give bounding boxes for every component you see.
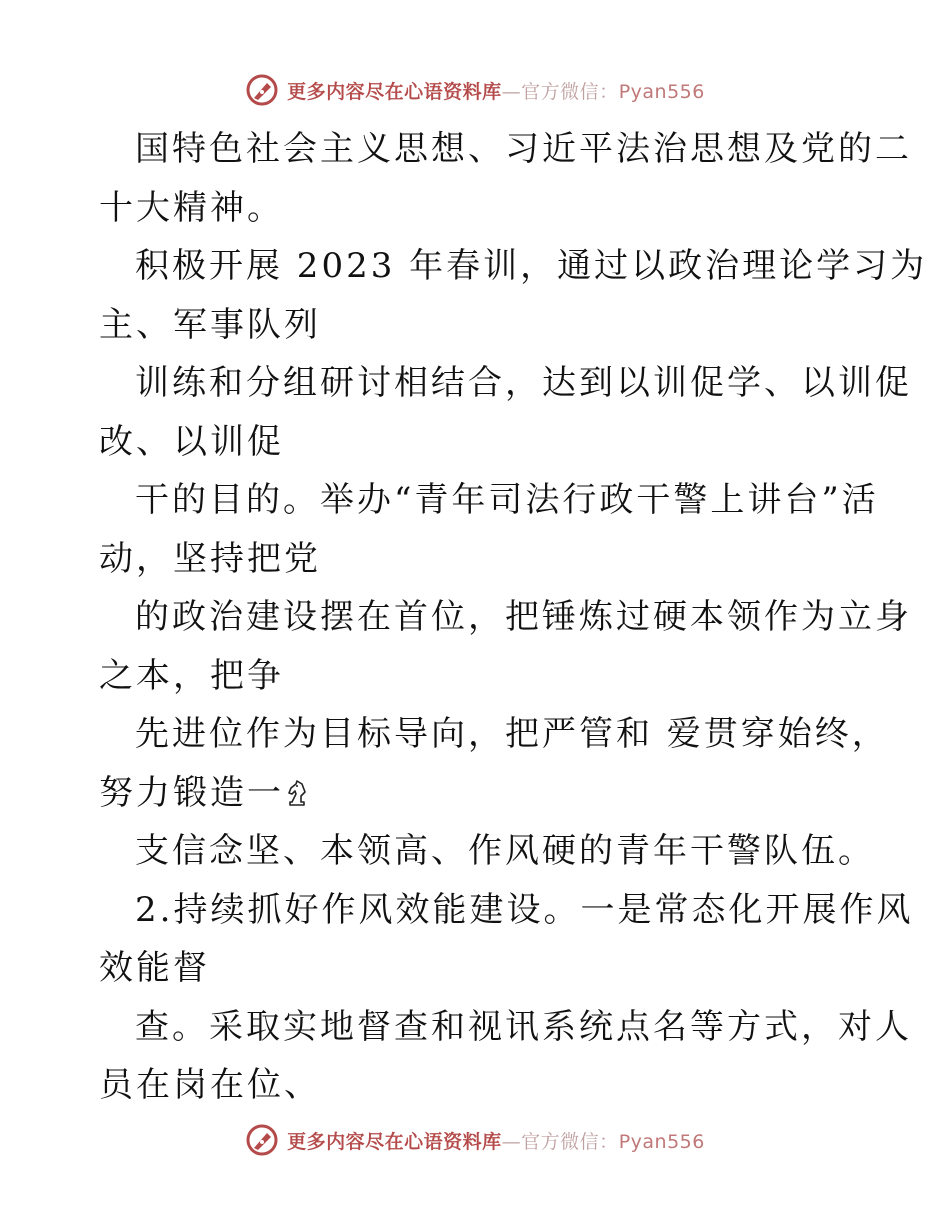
watermark-id: Pyan556 bbox=[618, 80, 705, 103]
text-line: 国特色社会主义思想、习近平法治思想及党的二 bbox=[135, 129, 912, 169]
watermark-text bbox=[287, 1127, 705, 1154]
text-line: 支信念坚、本领高、作风硬的青年干警队伍。 bbox=[135, 831, 875, 871]
text-line: 主、军事队列 bbox=[99, 304, 321, 345]
header-watermark bbox=[0, 70, 950, 110]
footer-watermark bbox=[0, 1120, 950, 1160]
text-line: 员在岗在位、 bbox=[99, 1065, 321, 1105]
text-line: 查。采取实地督查和视讯系统点名等方式，对人 bbox=[135, 1006, 912, 1047]
document-body bbox=[99, 120, 928, 1115]
text-line: 动，坚持把党 bbox=[99, 538, 321, 579]
pen-nib-logo-icon bbox=[245, 73, 279, 107]
pen-nib-logo-icon bbox=[245, 1123, 279, 1157]
text-line: 训练和分组研讨相结合，达到以训促学、以训促 bbox=[135, 363, 912, 403]
text-line: 的政治建设摆在首位，把锤炼过硬本领作为立身 bbox=[135, 597, 912, 637]
text-line: 先进位作为目标导向，把严管和 爱贯穿始终， bbox=[135, 714, 889, 754]
text-line: 积极开展 2023 年春训，通过以政治理论学习为 bbox=[135, 246, 928, 286]
watermark-main: 更多内容尽在心语资料库 bbox=[287, 80, 502, 103]
text-line: 2.持续抓好作风效能建设。一是常态化开展作风 bbox=[135, 889, 914, 930]
text-line: 干的目的。举办“青年司法行政干警上讲台”活 bbox=[135, 480, 879, 520]
watermark-id: Pyan556 bbox=[618, 1130, 705, 1153]
text-line: 改、以训促 bbox=[99, 421, 284, 462]
watermark-label: 官方微信： bbox=[521, 80, 619, 103]
watermark-dash: — bbox=[501, 80, 522, 103]
text-line: 十大精神。 bbox=[99, 187, 284, 228]
text-line: 努力锻造一 bbox=[99, 772, 284, 813]
watermark-text bbox=[287, 77, 705, 104]
watermark-dash: — bbox=[501, 1130, 522, 1153]
watermark-main: 更多内容尽在心语资料库 bbox=[287, 1130, 502, 1153]
text-line-with-icon bbox=[99, 764, 859, 823]
text-line: 效能督 bbox=[99, 948, 210, 988]
watermark-label: 官方微信： bbox=[521, 1130, 619, 1153]
text-line: 之本，把争 bbox=[99, 655, 284, 696]
knight-chess-icon bbox=[284, 778, 310, 808]
